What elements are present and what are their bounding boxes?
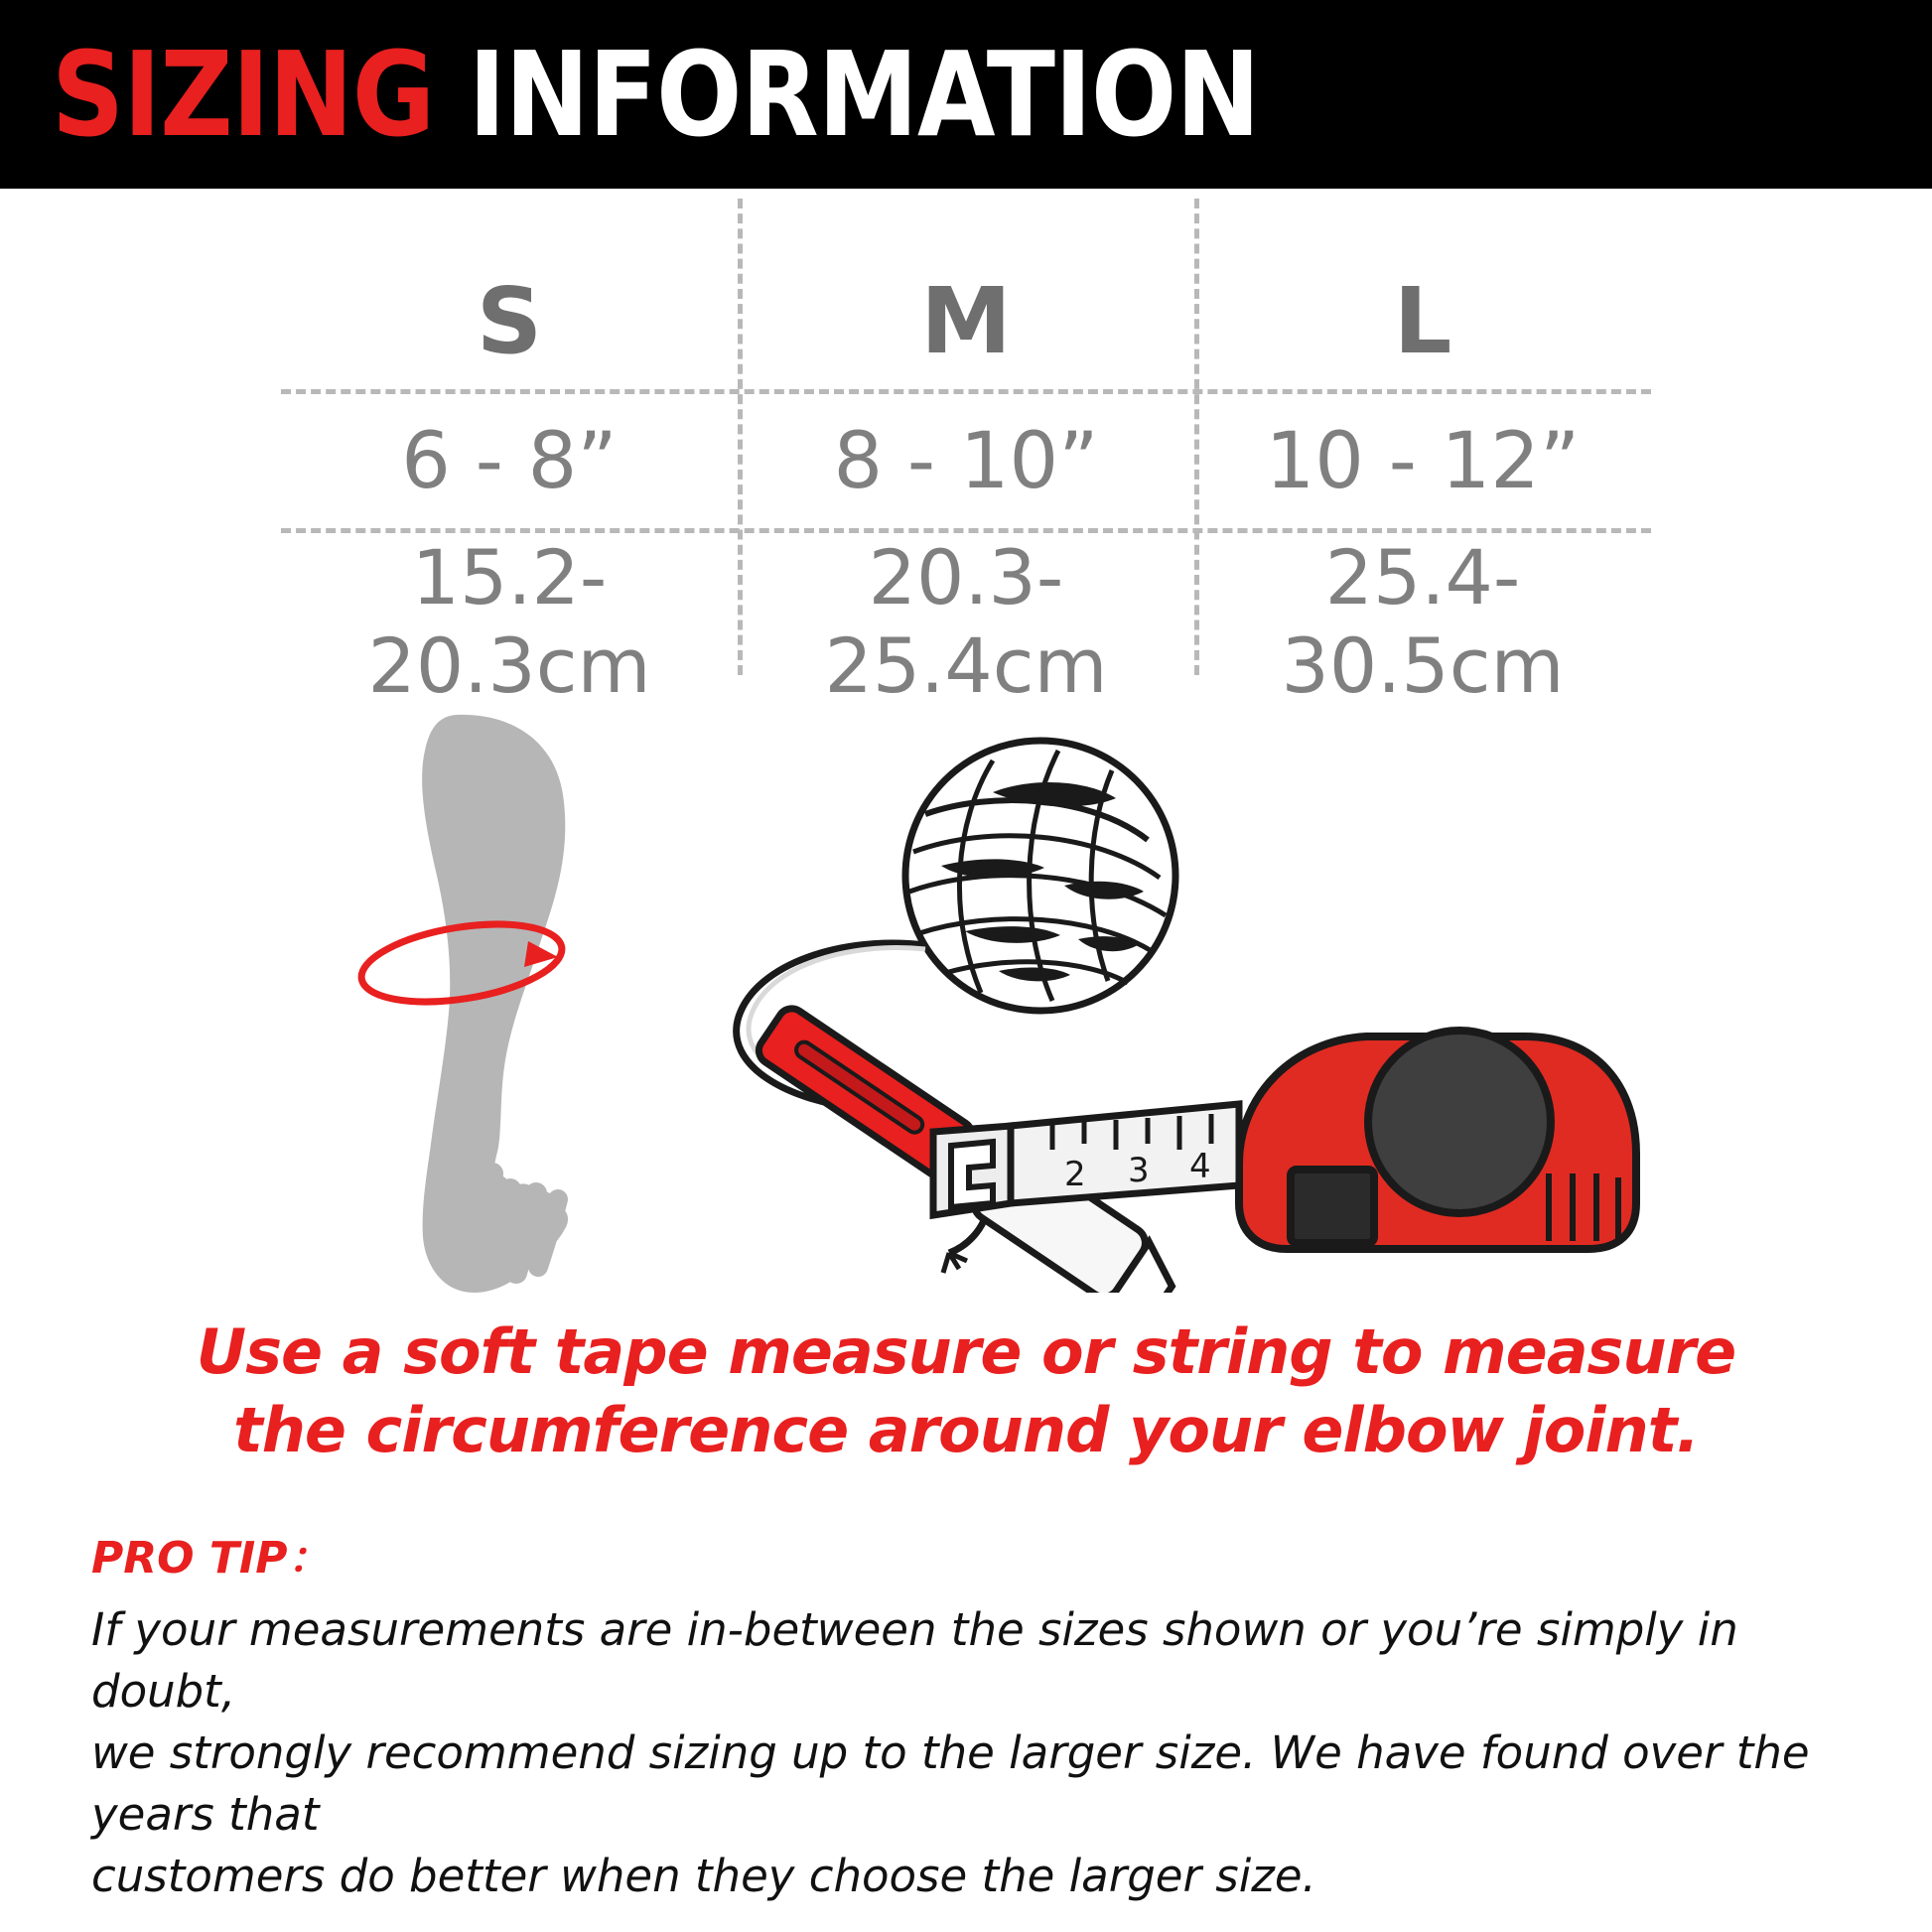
size-chart-table xyxy=(281,250,1651,710)
pro-tip-line-1: If your measurements are in-between the sizes shown or you’re simply in doubt, xyxy=(91,1602,1738,1718)
pro-tip-body xyxy=(91,1599,1868,1907)
measuring-instruction xyxy=(0,1312,1932,1470)
table-divider-vertical-1 xyxy=(738,199,743,675)
size-cm-l: 25.4-30.5cm xyxy=(1281,533,1565,710)
table-divider-vertical-2 xyxy=(1194,199,1199,675)
table-row-size-letters xyxy=(281,250,1651,391)
pro-tip-line-2: we strongly recommend sizing up to the larger size. We have found over the years that xyxy=(91,1725,1810,1841)
size-inches-l: 10 - 12” xyxy=(1265,417,1581,506)
measuring-tools-illustration-icon xyxy=(695,737,1648,1293)
size-inches-s: 6 - 8” xyxy=(401,417,618,506)
page-title xyxy=(52,26,1260,163)
illustration-area xyxy=(0,707,1932,1303)
size-cm-s: 15.2-20.3cm xyxy=(367,533,651,710)
size-cm-m: 20.3-25.4cm xyxy=(824,533,1108,710)
size-letter-l: L xyxy=(1393,267,1452,374)
tape-blade-icon xyxy=(933,1104,1239,1215)
table-row-centimeters xyxy=(281,532,1651,711)
tape-number-4: 4 xyxy=(1189,1147,1211,1186)
table-divider-horizontal-1 xyxy=(281,389,1651,394)
page-title-information: INFORMATION xyxy=(468,26,1260,163)
pro-tip-section xyxy=(91,1522,1868,1907)
table-divider-horizontal-2 xyxy=(281,528,1651,533)
size-letter-m: M xyxy=(920,267,1012,374)
instruction-line-1: Use a soft tape measure or string to measure xyxy=(196,1315,1736,1388)
tape-measure-icon xyxy=(1239,1031,1636,1249)
pro-tip-title: PRO TIP： xyxy=(91,1532,332,1584)
table-row-inches xyxy=(281,391,1651,532)
tape-number-2: 2 xyxy=(1064,1155,1086,1194)
size-letter-s: S xyxy=(476,267,543,374)
page-title-sizing: SIZING xyxy=(52,26,435,163)
arm-illustration-icon xyxy=(298,707,715,1303)
header-bar xyxy=(0,0,1932,189)
string-ball-icon xyxy=(905,741,1175,1011)
instruction-line-2: the circumference around your elbow joint. xyxy=(233,1394,1699,1467)
size-inches-m: 8 - 10” xyxy=(833,417,1099,506)
pro-tip-line-3: customers do better when they choose the larger size. xyxy=(91,1850,1316,1903)
tape-number-3: 3 xyxy=(1128,1151,1150,1190)
